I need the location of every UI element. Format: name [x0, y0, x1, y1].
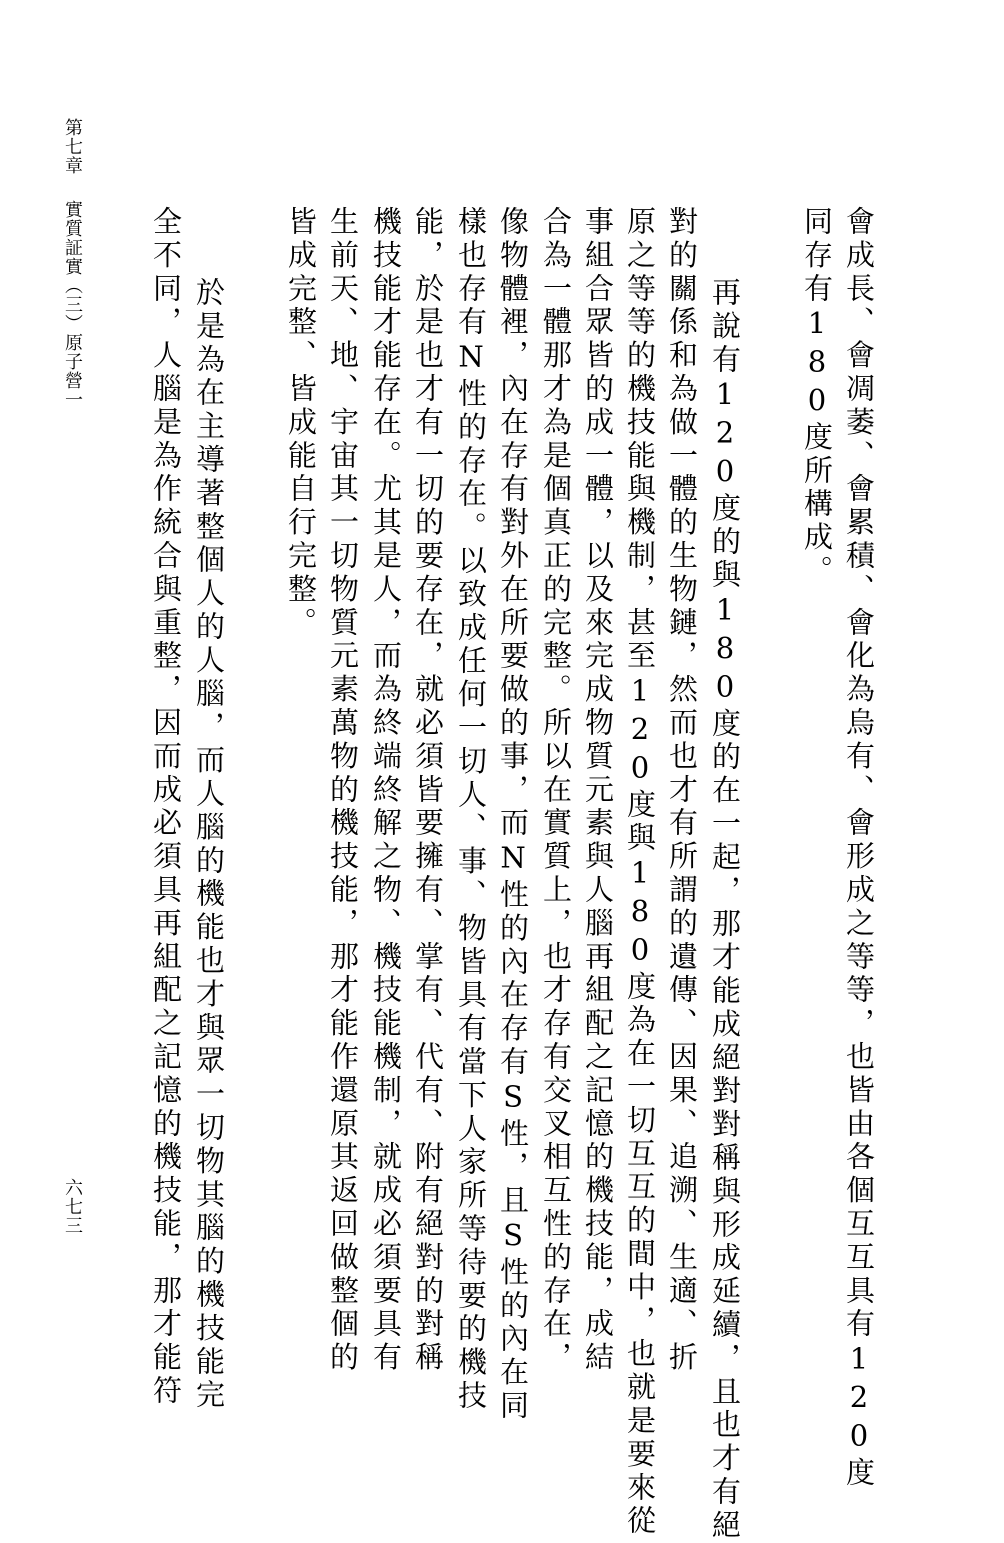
text-column: 同存有180度所構成。	[800, 206, 834, 589]
chapter-header: 第七章	[62, 118, 83, 175]
text-column: 全不同，人腦是為作統合與重整，因而成必須具再組配之記憶的機技能，那才能符	[149, 206, 183, 1409]
section-header: 實質証實（三）原子營一	[62, 200, 83, 409]
text-column: 皆成完整、皆成能自行完整。	[284, 206, 318, 641]
text-column: 於是為在主導著整個人的人腦，而人腦的機能也才與眾一切物其腦的機技能完	[192, 277, 226, 1413]
text-column: 再說有120度的與180度的在一起，那才能成絕對對稱與形成延續，且也才有絕	[708, 277, 742, 1543]
text-column: 能，於是也才有一切的要存在，就必須皆要擁有、掌有、代有、附有絕對的對稱	[411, 206, 445, 1375]
text-column: 事組合眾皆的成一體，以及來完成物質元素與人腦再組配之記憶的機技能，成結	[581, 206, 615, 1375]
page-number: 六七三	[62, 1178, 83, 1235]
text-column: 機技能才能存在。尤其是人，而為終端終解之物、機技能機制，就成必須要具有	[369, 206, 403, 1375]
text-column: 樣也存有N性的存在。以致成任何一切人、事、物皆具有當下人家所等待要的機技	[454, 206, 488, 1414]
text-column: 合為一體那才為是個真正的完整。所以在實質上，也才存有交叉相互性的存在，	[539, 206, 573, 1375]
text-column: 原之等等的機技能與機制，甚至120度與180度為在一切互互的間中，也就是要來從	[623, 206, 657, 1539]
text-column: 生前天、地、宇宙其一切物質元素萬物的機技能，那才能作還原其返回做整個的	[326, 206, 360, 1375]
text-column: 像物體裡，內在存有對外在所要做的事，而N性的內在存有S性，且S性的內在同	[496, 206, 530, 1424]
text-column: 會成長、會凋萎、會累積、會化為烏有、會形成之等等，也皆由各個互互具有120度	[842, 206, 876, 1491]
text-column: 對的關係和為做一體的生物鏈，然而也才有所謂的遺傳、因果、追溯、生適、折	[665, 206, 699, 1375]
